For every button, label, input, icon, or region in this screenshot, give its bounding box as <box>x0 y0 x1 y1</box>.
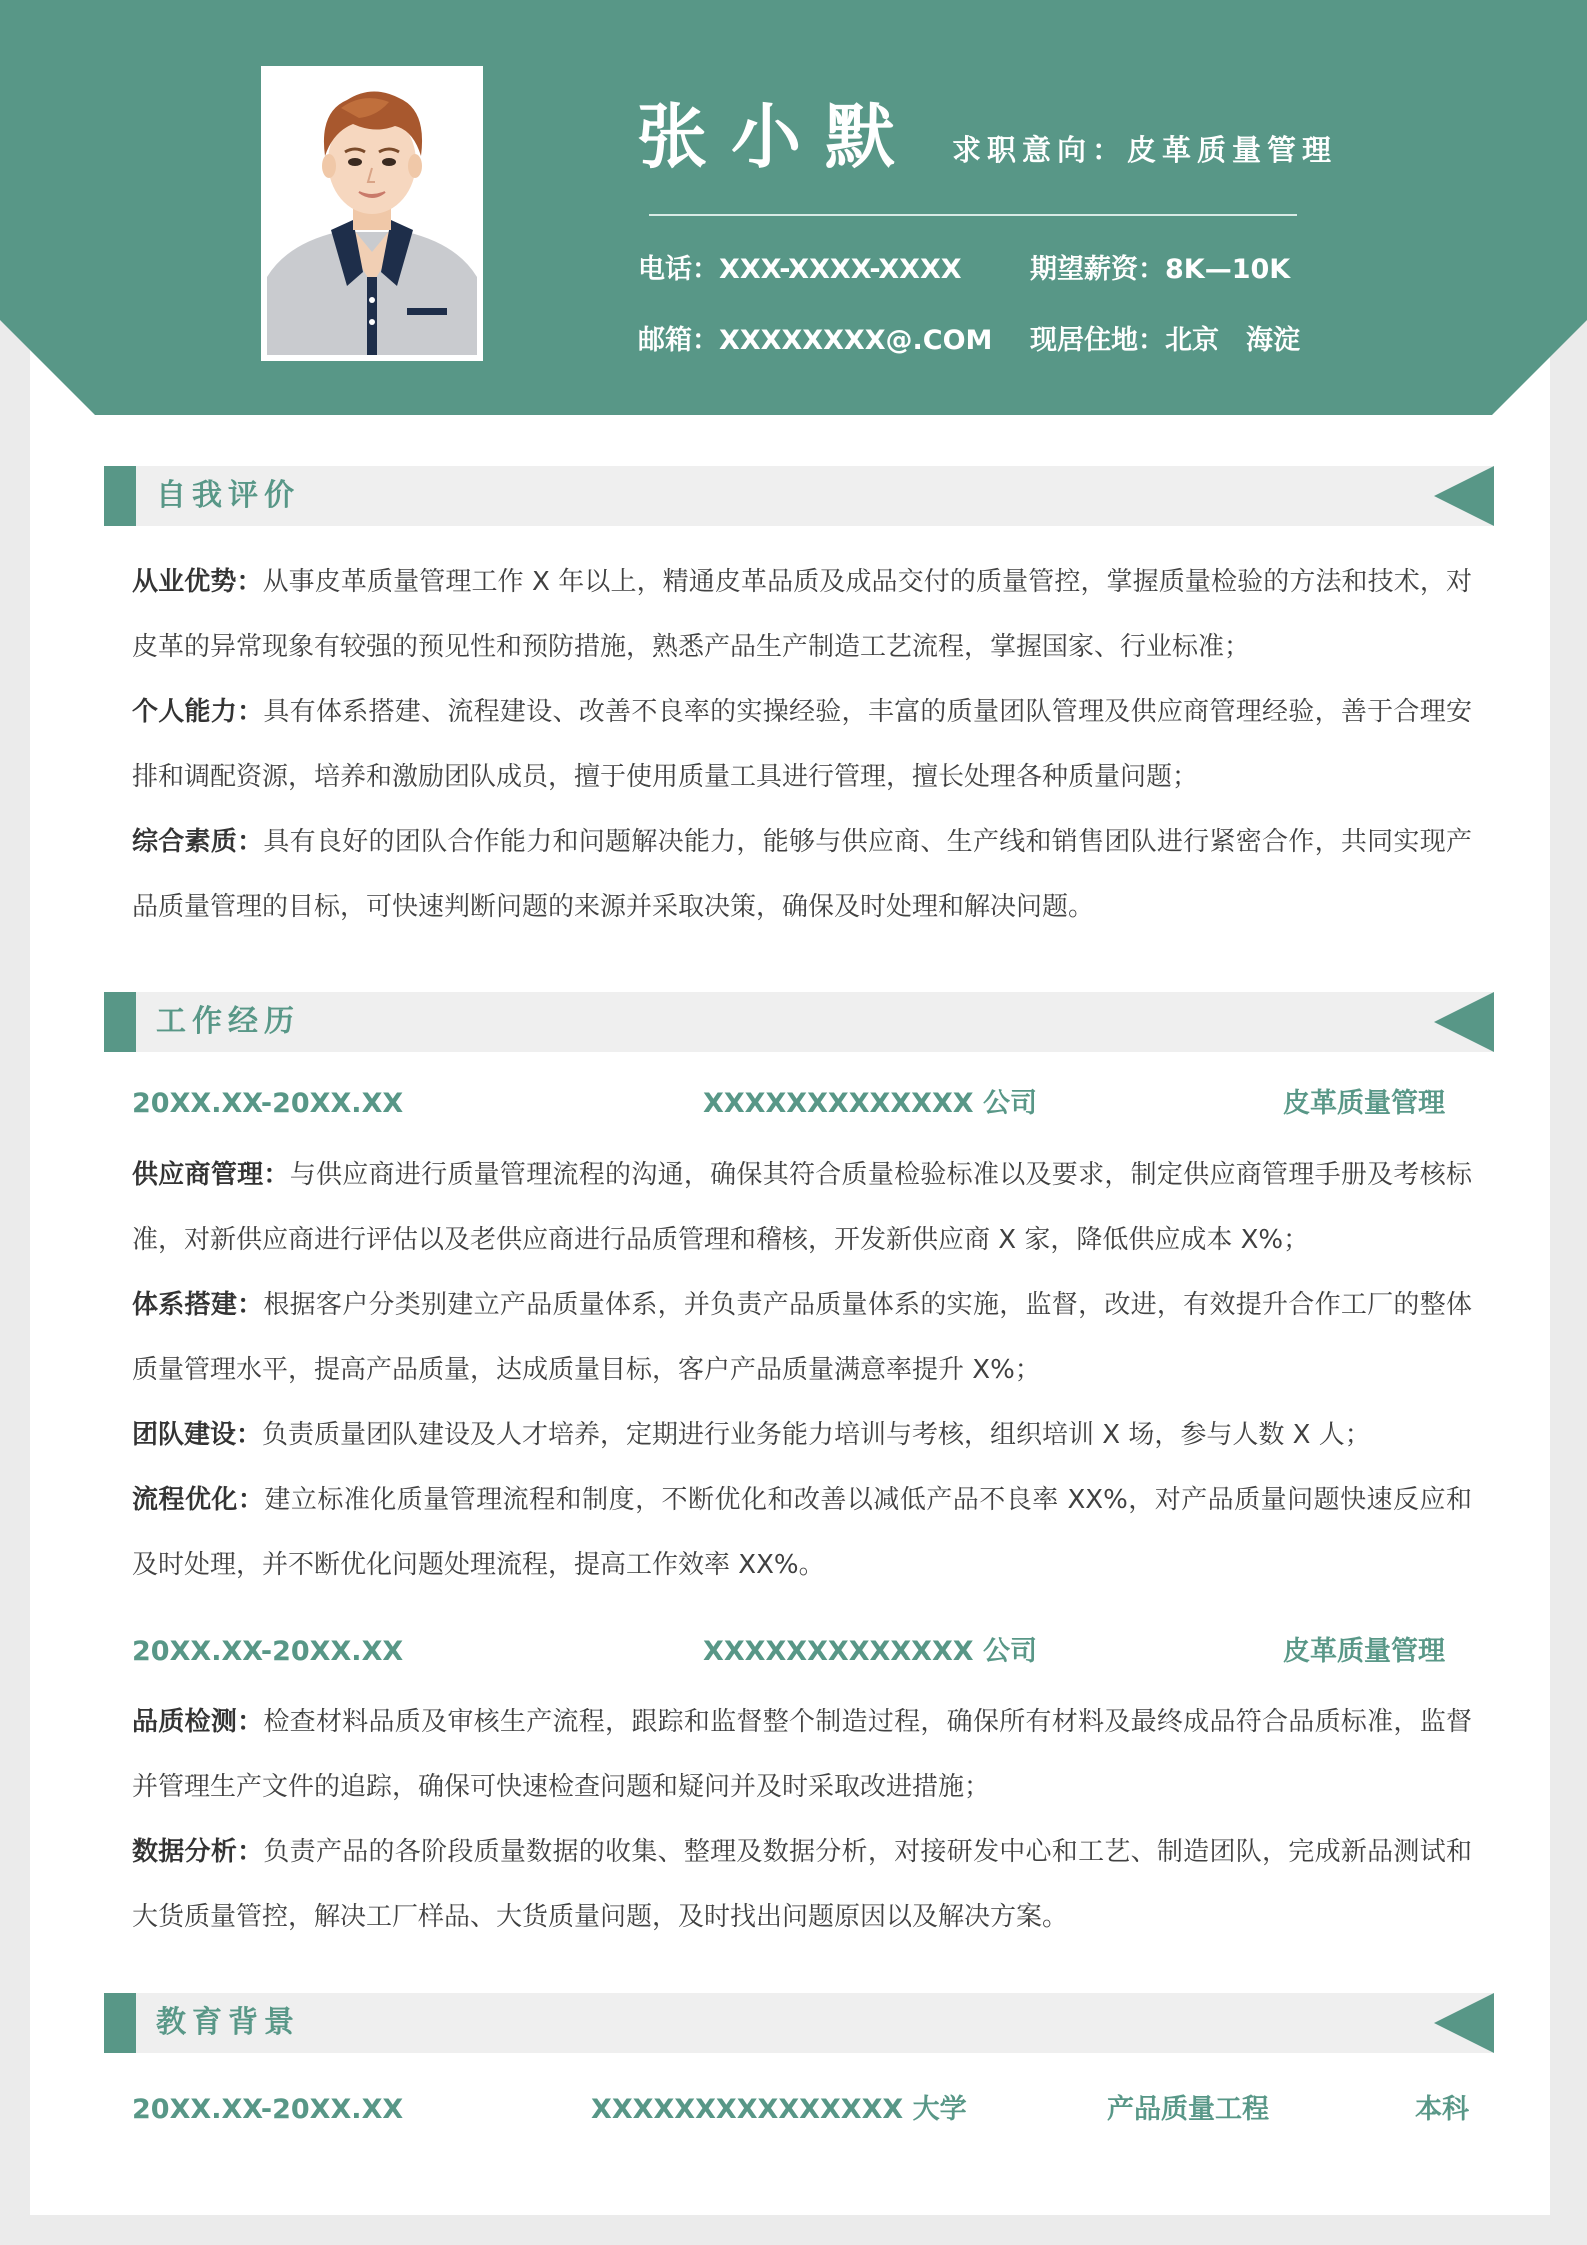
job-role: 皮革质量管理 <box>1283 1636 1445 1667</box>
section-work-experience <box>104 992 1494 1052</box>
job-detail-text: 负责质量团队建设及人才培养，定期进行业务能力培训与考核，组织培训 X 场，参与人数 X 人； <box>262 1420 1371 1450</box>
self-eval-text: 具有良好的团队合作能力和问题解决能力，能够与供应商、生产线和销售团队进行紧密合作，共同实现产品质量管理的目标，可快速判断问题的来源并采取决策，确保及时处理和解决问题。 <box>132 827 1472 922</box>
edu-degree: 本科 <box>1415 2094 1469 2125</box>
section-self-evaluation <box>104 466 1494 526</box>
section-education <box>104 1993 1494 2053</box>
job-intent <box>952 130 1337 170</box>
contact-residence: 现居住地：北京 海淀 <box>1030 325 1300 356</box>
job-detail-text: 负责产品的各阶段质量数据的收集、整理及数据分析，对接研发中心和工艺、制造团队，完成新品测试和大货质量管控，解决工厂样品、大货质量问题，及时找出问题原因以及解决方案。 <box>132 1837 1472 1932</box>
job-company: XXXXXXXXXXXXX 公司 <box>703 1636 1038 1667</box>
contact-email: 邮箱：XXXXXXXX@.COM <box>638 325 993 356</box>
job-detail-label: 数据分析： <box>132 1837 264 1867</box>
profile-photo <box>261 66 483 361</box>
edu-school: XXXXXXXXXXXXXXX 大学 <box>591 2094 967 2125</box>
section-title: 自我评价 <box>156 478 300 513</box>
triangle-arrow-icon <box>1434 1993 1494 2053</box>
triangle-arrow-icon <box>1434 466 1494 526</box>
job-role: 皮革质量管理 <box>1283 1088 1445 1119</box>
job-intent-value: 皮革质量管理 <box>1127 133 1338 167</box>
self-eval-paragraph <box>132 680 1472 810</box>
job-detail <box>132 1143 1472 1273</box>
job-detail <box>132 1468 1472 1598</box>
job-detail-text: 根据客户分类别建立产品质量体系，并负责产品质量体系的实施，监督，改进，有效提升合作工厂的整体质量管理水平，提高产品质量，达成质量目标，客户产品质量满意率提升 X%； <box>132 1290 1472 1385</box>
edu-major: 产品质量工程 <box>1107 2094 1269 2125</box>
job-detail-text: 与供应商进行质量管理流程的沟通，确保其符合质量检验标准以及要求，制定供应商管理手册及考核标准，对新供应商进行评估以及老供应商进行品质管理和稽核，开发新供应商 X 家，降低供应成本 X%； <box>132 1160 1472 1255</box>
job-detail <box>132 1273 1472 1403</box>
job-detail-label: 体系搭建： <box>132 1290 264 1320</box>
self-eval-text: 具有体系搭建、流程建设、改善不良率的实操经验，丰富的质量团队管理及供应商管理经验，善于合理安排和调配资源，培养和激励团队成员，擅于使用质量工具进行管理，擅长处理各种质量问题； <box>132 697 1472 792</box>
section-marker <box>104 1993 136 2053</box>
self-eval-paragraph <box>132 550 1472 680</box>
candidate-name: 张小默 <box>637 96 919 178</box>
contact-phone: 电话：XXX-XXXX-XXXX <box>638 254 962 285</box>
job-detail-text: 建立标准化质量管理流程和制度，不断优化和改善以减低产品不良率 XX%，对产品质量问题快速反应和及时处理，并不断优化问题处理流程，提高工作效率 XX%。 <box>132 1485 1472 1580</box>
section-marker <box>104 992 136 1052</box>
job-detail <box>132 1403 1472 1468</box>
self-eval-label: 个人能力： <box>132 697 264 727</box>
section-title: 教育背景 <box>156 2005 300 2040</box>
job-date: 20XX.XX-20XX.XX <box>132 1636 404 1667</box>
job-detail-label: 供应商管理： <box>132 1160 290 1190</box>
contact-salary: 期望薪资：8K—10K <box>1030 254 1291 285</box>
job-detail <box>132 1820 1472 1950</box>
job-company: XXXXXXXXXXXXX 公司 <box>703 1088 1038 1119</box>
avatar-illustration <box>267 72 477 355</box>
self-eval-text: 从事皮革质量管理工作 X 年以上，精通皮革品质及成品交付的质量管控，掌握质量检验的方法和技术，对皮革的异常现象有较强的预见性和预防措施，熟悉产品生产制造工艺流程，掌握国家、行业标准； <box>132 567 1472 662</box>
edu-date: 20XX.XX-20XX.XX <box>132 2094 404 2125</box>
section-title: 工作经历 <box>156 1004 300 1039</box>
job-detail <box>132 1690 1472 1820</box>
self-eval-label: 综合素质： <box>132 827 264 857</box>
job-date: 20XX.XX-20XX.XX <box>132 1088 404 1119</box>
self-eval-paragraph <box>132 810 1472 940</box>
header-divider <box>649 214 1297 216</box>
section-marker <box>104 466 136 526</box>
job-detail-label: 团队建设： <box>132 1420 263 1450</box>
triangle-arrow-icon <box>1434 992 1494 1052</box>
job-intent-label: 求职意向： <box>952 133 1128 167</box>
job-detail-label: 流程优化： <box>132 1485 265 1515</box>
job-detail-text: 检查材料品质及审核生产流程，跟踪和监督整个制造过程，确保所有材料及最终成品符合品质标准，监督并管理生产文件的追踪，确保可快速检查问题和疑问并及时采取改进措施； <box>132 1707 1472 1802</box>
self-eval-label: 从业优势： <box>132 567 263 597</box>
job-detail-label: 品质检测： <box>132 1707 264 1737</box>
